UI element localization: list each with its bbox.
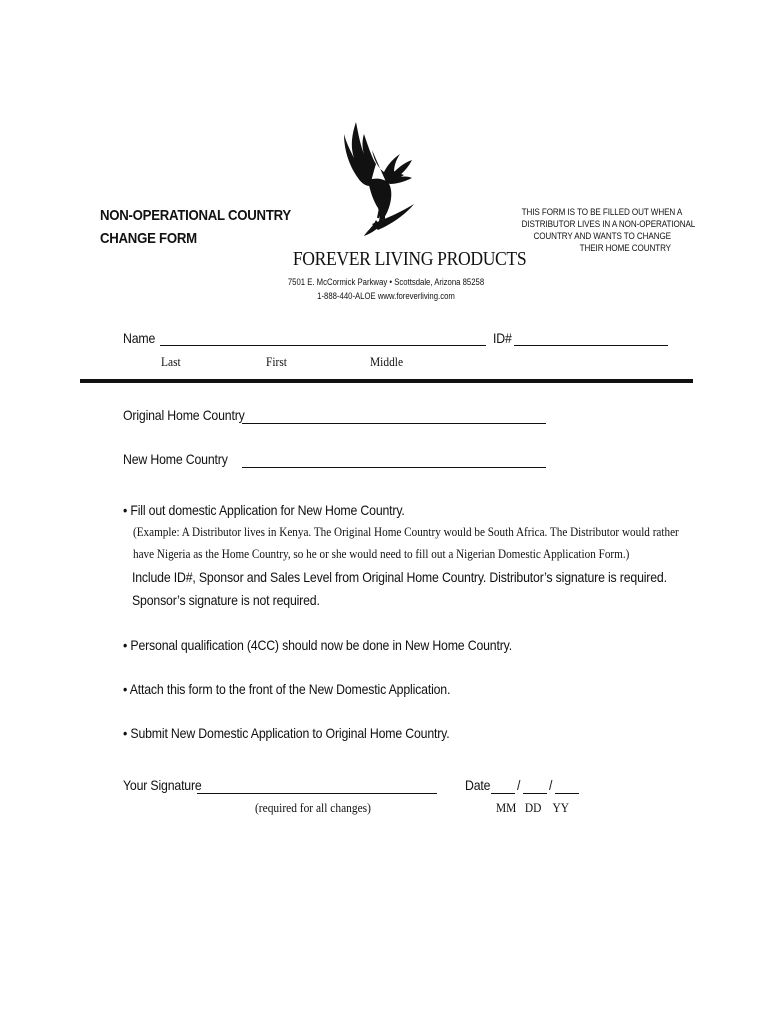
bullet: • xyxy=(123,637,128,653)
address-line: 7501 E. McCormick Parkway • Scottsdale, Arizona 85258 xyxy=(287,277,485,287)
include-line: Sponsor’s signature is not required. xyxy=(132,592,320,608)
new-country-label: New Home Country xyxy=(123,451,228,467)
company-address xyxy=(278,275,495,303)
include-line: Include ID#, Sponsor and Sales Level from Original Home Country. Distributor’s signature is required. xyxy=(132,569,667,585)
first-name-sublabel: First xyxy=(266,354,287,369)
middle-name-sublabel: Middle xyxy=(370,354,404,369)
instruction-text: Attach this form to the front of the New Domestic Application. xyxy=(129,681,451,697)
signature-note: (required for all changes) xyxy=(255,800,371,815)
note-line: DISTRIBUTOR LIVES IN A NON-OPERATIONAL xyxy=(521,219,696,229)
bullet: • xyxy=(123,681,128,697)
instruction-text: Submit New Domestic Application to Original Home Country. xyxy=(130,725,450,741)
last-name-sublabel: Last xyxy=(161,354,181,369)
instruction-text: Personal qualification (4CC) should now be done in New Home Country. xyxy=(130,637,512,653)
id-field[interactable] xyxy=(514,345,668,346)
instruction-text: Fill out domestic Application for New Home Country. xyxy=(130,502,405,518)
signature-label: Your Signature xyxy=(123,777,202,793)
new-country-field[interactable] xyxy=(242,467,546,468)
contact-line: 1-888-440-ALOE www.foreverliving.com xyxy=(317,291,455,301)
eagle-icon xyxy=(342,120,418,242)
date-year-field[interactable] xyxy=(555,793,579,794)
note-line: COUNTRY AND WANTS TO CHANGE xyxy=(533,231,671,241)
original-country-label: Original Home Country xyxy=(123,407,245,423)
original-country-field[interactable] xyxy=(242,423,546,424)
id-label: ID# xyxy=(493,330,512,346)
section-divider xyxy=(80,379,693,383)
note-line: THEIR HOME COUNTRY xyxy=(579,243,671,253)
form-title xyxy=(100,204,291,250)
instruction-item xyxy=(123,502,405,518)
date-format-hint: MM DD YY xyxy=(496,800,569,815)
date-separator: / xyxy=(517,777,521,793)
date-month-field[interactable] xyxy=(491,793,515,794)
bullet: • xyxy=(123,725,128,741)
date-day-field[interactable] xyxy=(523,793,547,794)
name-label: Name xyxy=(123,330,156,346)
form-instructions-note xyxy=(521,206,696,254)
example-line: (Example: A Distributor lives in Kenya. The Original Home Country would be South Africa. The Distributor would rather xyxy=(133,524,679,539)
instruction-item xyxy=(123,637,512,653)
signature-field[interactable] xyxy=(197,793,437,794)
instruction-item xyxy=(123,725,449,741)
form-title-line2: CHANGE FORM xyxy=(100,230,197,247)
note-line: THIS FORM IS TO BE FILLED OUT WHEN A xyxy=(521,207,683,217)
date-label: Date xyxy=(465,777,491,793)
form-title-line1: NON-OPERATIONAL COUNTRY xyxy=(100,207,291,224)
name-field[interactable] xyxy=(160,345,486,346)
bullet: • xyxy=(123,502,128,518)
company-name: FOREVER LIVING PRODUCTS xyxy=(292,248,527,270)
example-line: have Nigeria as the Home Country, so he or she would need to fill out a Nigerian Domestic Application Form.) xyxy=(133,546,630,561)
instruction-item xyxy=(123,681,450,697)
date-separator: / xyxy=(549,777,553,793)
